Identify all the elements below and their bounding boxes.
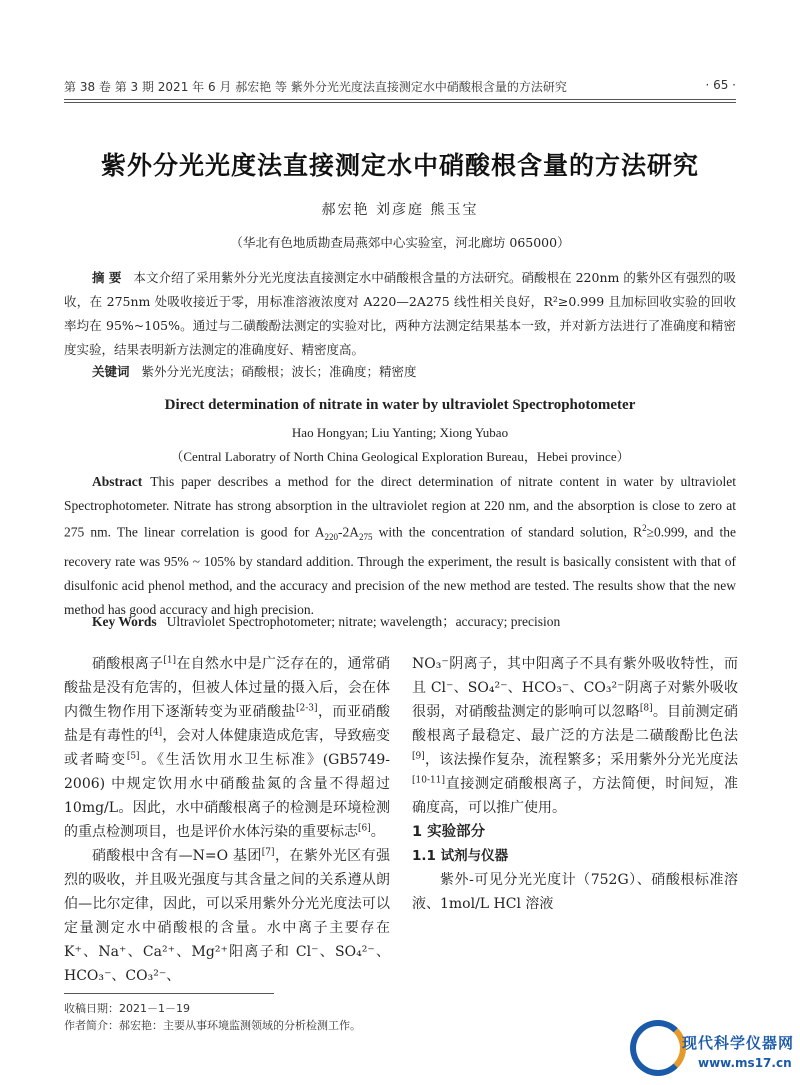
keywords-en — [92, 610, 736, 630]
affiliation-en: （Central Laboratry of North China Geological Exploration Bureau，Hebei province） — [170, 449, 630, 464]
abstract-en-text: ≥0.999, and the recovery rate was 95% ~ 105% by standard addition. Through the experiment, the result is basically consistent with that of disulfonic acid phenol method, and the accuracy and precision of the new method are tested. The results show that the new method has good accuracy and high precision. — [64, 524, 736, 617]
body-text: 。目前测定硝酸根离子最稳定、最广泛的方法是二磺酸酚比色法 — [412, 704, 739, 744]
abstract-cn-label: 摘 要 — [92, 270, 122, 285]
keywords-cn-label: 关键词 — [92, 364, 130, 379]
header-rule — [64, 99, 736, 100]
header-page-number: · 65 · — [705, 78, 736, 92]
citation[interactable]: [5] — [126, 751, 140, 762]
body-text: 直接测定硝酸根离子，方法简便，时间短，准确度高，可以推广使用。 — [412, 776, 738, 816]
body-text: ，而亚硝酸盐是有毒性的 — [64, 704, 391, 744]
body-text: ，会对人体健康造成危害，导致癌变或者畸变 — [64, 728, 391, 768]
header-rule-thin — [64, 102, 736, 103]
abstract-en-text: with the concentration of standard solution, R — [372, 524, 643, 540]
watermark-logo — [630, 1020, 800, 1085]
body-text: 。 — [370, 824, 385, 840]
body-text: NO₃⁻阴离子，其中阳离子不具有紫外吸收特性，而且 Cl⁻、SO₄²⁻、HCO₃⁻、CO₃²⁻阴离子对紫外吸收很弱，对硝酸盐测定的影响可以忽略 — [412, 656, 738, 720]
keywords-cn-text: 紫外分光光度法；硝酸根；波长；准确度；精密度 — [141, 364, 417, 379]
abstract-en-sub: 275 — [358, 532, 373, 543]
citation[interactable]: [7] — [261, 847, 275, 858]
keywords-en-text: Ultraviolet Spectrophotometer; nitrate; wavelength；accuracy; precision — [166, 614, 561, 629]
footnote-rule — [64, 993, 274, 994]
body-paragraph: 紫外-可见分光光度计（752G）、硝酸根标准溶液、1mol/L HCl 溶液 — [412, 872, 738, 912]
header-journal-info: 第 38 卷 第 3 期 2021 年 6 月 郝宏艳 等 紫外分光光度法直接测定水中硝酸根含量的方法研究 — [64, 80, 567, 94]
body-paragraph — [64, 844, 390, 988]
body-text: ，在紫外光区有强烈的吸收，并且吸光强度与其含量之间的关系遵从朗伯—比尔定律，因此，可以采用紫外分光光度法可以定量测定水中硝酸根的含量。水中离子主要存在 K⁺、Na⁺、Ca²⁺、Mg²⁺阳离子和 Cl⁻、SO₄²⁻、HCO₃⁻、CO₃²⁻、 — [64, 848, 390, 984]
keywords-cn — [92, 362, 736, 380]
watermark-url: www.ms17.cn — [698, 1056, 792, 1070]
body-text: 硝酸根中含有—N=O 基团 — [92, 848, 262, 864]
abstract-en-sub: 220 — [324, 532, 338, 543]
title-en: Direct determination of nitrate in water by ultraviolet Spectrophotometer — [164, 397, 636, 413]
citation[interactable]: [8] — [639, 703, 653, 714]
footnote-received: 收稿日期：2021－1－19 — [64, 1002, 190, 1015]
section-heading: 1 实验部分 — [412, 824, 486, 840]
authors-cn: 郝宏艳 刘彦庭 熊玉宝 — [321, 202, 479, 218]
affiliation-cn: （华北有色地质勘查局燕郊中心实验室，河北廊坊 065000） — [230, 235, 570, 250]
abstract-en-sup: 2 — [642, 523, 647, 534]
citation[interactable]: [6] — [358, 823, 371, 834]
abstract-en — [64, 470, 736, 621]
keywords-en-label: Key Words — [92, 614, 157, 629]
subsection-heading: 1.1 试剂与仪器 — [412, 848, 509, 864]
page-title: 紫外分光光度法直接测定水中硝酸根含量的方法研究 — [100, 151, 699, 180]
abstract-cn — [64, 266, 736, 362]
authors-en: Hao Hongyan; Liu Yanting; Xiong Yubao — [291, 425, 509, 440]
citation[interactable]: [4] — [149, 727, 163, 738]
logo-ring-icon — [630, 1020, 686, 1076]
body-column-right — [412, 652, 738, 916]
watermark-name: 现代科学仪器网 — [682, 1034, 795, 1052]
footnote-author: 作者简介：郝宏艳：主要从事环境监测领域的分析检测工作。 — [64, 1019, 361, 1032]
abstract-cn-text: 本文介绍了采用紫外分光光度法直接测定水中硝酸根含量的方法研究。硝酸根在 220nm 的紫外区有强烈的吸收，在 275nm 处吸收接近于零，用标准溶液浓度对 A220—2A275 线性相关良好，R²≥0.999 且加标回收实验的回收率均在 95%~105%。通过与二磺酸酚法测定的实验对比，两种方法测定结果基本一致，并对新方法进行了准确度和精密度实验，结果表明新方法测定的准确度好、精密度高。 — [64, 270, 736, 357]
abstract-en-text: -2A — [337, 524, 359, 540]
body-column-left — [64, 652, 390, 988]
body-text: 。《生活饮用水卫生标准》(GB5749-2006) 中规定饮用水中硝酸盐氮的含量不得超过 10mg/L。因此，水中硝酸根离子的检测是环境检测的重点检测项目，也是评价水体污染的重要标志 — [64, 752, 390, 840]
citation[interactable]: [1] — [163, 655, 177, 666]
abstract-en-text: This paper describes a method for the direct determination of nitrate content in water by ultraviolet Spectrophotometer. Nitrate has strong absorption in the ultraviolet region at 220 nm, and the absorption is close to zero at 275 nm. The linear correlation is good for A — [64, 474, 736, 540]
citation[interactable]: [2-3] — [296, 703, 318, 714]
citation[interactable]: [10-11] — [412, 775, 445, 786]
body-text: 在自然水中是广泛存在的，通常硝酸盐是没有危害的，但被人体过量的摄入后，会在体内微生物作用下逐渐转变为亚硝酸盐 — [64, 656, 390, 720]
abstract-en-label: Abstract — [92, 474, 143, 489]
body-text: 硝酸根离子 — [92, 656, 164, 672]
body-text: ，该法操作复杂，流程繁多；采用紫外分光光度法 — [424, 752, 738, 768]
body-paragraph — [64, 652, 390, 844]
body-paragraph — [412, 652, 738, 820]
citation[interactable]: [9] — [412, 751, 425, 762]
